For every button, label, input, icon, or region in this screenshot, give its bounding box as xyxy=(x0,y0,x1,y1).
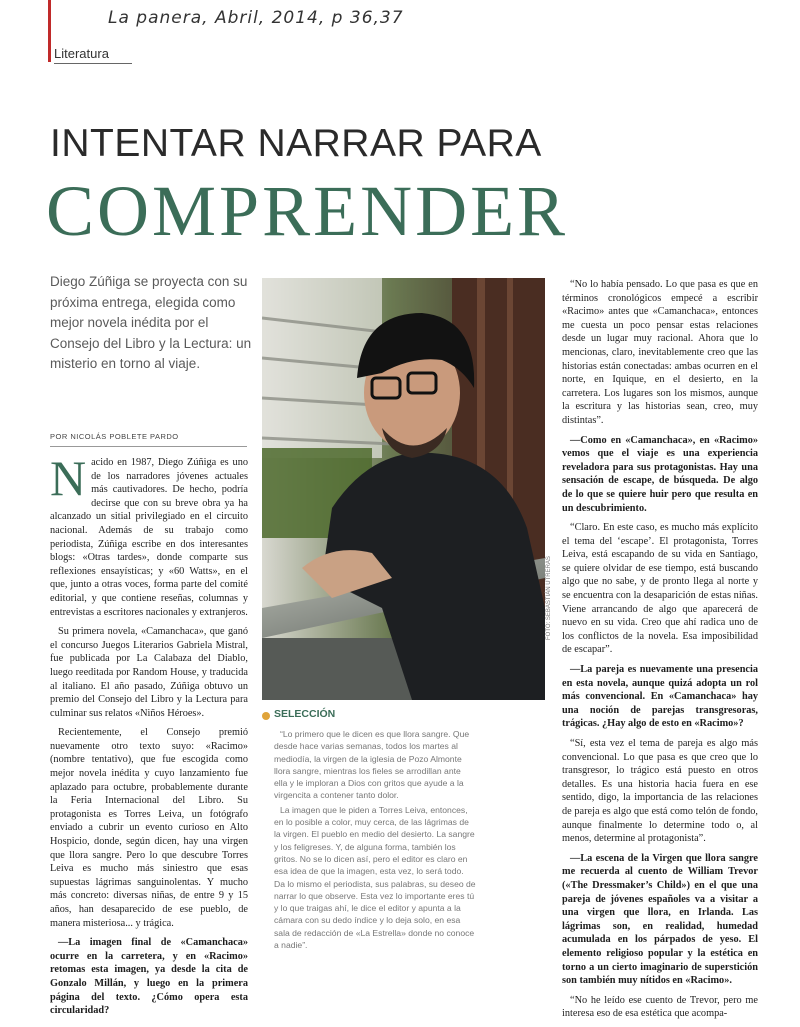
handwritten-note: La panera, Abril, 2014, p 36,37 xyxy=(108,8,404,28)
deck-text: Diego Zúñiga se proyecta con su próxima entrega, elegida como mejor novela inédita por el Consejo del Libro y la Lectura: un misterio en torno al viaje. xyxy=(50,274,252,371)
section-marker-bar xyxy=(48,0,51,62)
section-label: Literatura xyxy=(54,46,109,61)
section-rule xyxy=(54,63,132,64)
selection-bullet-icon xyxy=(262,712,270,720)
excerpt-paragraph: “Lo primero que le dicen es que llora sangre. Que desde hace varias semanas, todos los martes al mediodía, la virgen de la iglesia de Pozo Almonte llora sangre, mientras los fieles se arrodillan ante ella y le imploran a Dios con gritos que ayude a la virgencita a contener tanto dolor. xyxy=(274,729,470,801)
byline: POR NICOLÁS POBLETE PARDO xyxy=(50,432,179,441)
interview-answer: “No he leído ese cuento de Trevor, pero me interesa eso de esa estética que acompa- xyxy=(562,994,758,1020)
interview-question: —La imagen final de «Camanchaca» ocurre en la carretera, y en «Racimo» retomas esta imagen, ya desde la cita de Gonzalo Millán, y luego en la primera página del texto. ¿Cómo opera esta circularidad? xyxy=(50,937,248,1017)
excerpt-paragraph: La imagen que le piden a Torres Leiva, entonces, en lo posible a color, muy cerca, de las lágrimas de la virgen. El pueblo en medio del desierto. La sangre y los feligreses. Y, de alguna forma, también los gritos. No se lo dicen así, pero el editor es claro en esa idea de que la imagen, esta vez, lo será todo. Da lo mismo el periodista, sus palabras, su deseo de narrar lo que observe. Esta vez lo importante eres tú y lo que traigas ahí, le dice el editor y apunta a la cámara con su dedo índice y lo deja solo, en esa sala de redacción de «La Estrella» donde no conoce a nadie”. xyxy=(274,804,476,951)
headline-line-1: INTENTAR NARRAR PARA xyxy=(50,122,542,165)
author-photo xyxy=(262,278,545,700)
paragraph: Recientemente, el Consejo premió nuevamente otro texto suyo: «Racimo» (nombre tentativo), que fue escogida como mejor novela inédita y cuyo lanzamiento fue aplazado para octubre, probablemente durante la Feria Internacional del Libro. Su protagonista es Torres Leiva, un fotógrafo enviado a cubrir un evento curioso en Alto Hospicio, donde, según dicen, hay una virgen que llora sangre. Pero lo que descubre Torres Leiva es mucho más siniestro que esas supuestas lágrimas sanguinolentas. Y mucho más concreto: diversas niñas, de entre 9 y 15 años, han desaparecido de ese pueblo, de manera misteriosa... y trágica. xyxy=(50,727,248,929)
paragraph: Su primera novela, «Camanchaca», que ganó el concurso Juegos Literarios Gabriela Mistral, fue publicada por La Calabaza del Diablo, luego reeditada por Random House, y traducida al italiano. El año pasado, Zúñiga obtuvo un premio del Consejo del Libro y la Lectura para culminar sus relatos «Niños Héroes». xyxy=(50,626,248,719)
selection-excerpt xyxy=(274,728,476,953)
interview-answer: “No lo había pensado. Lo que pasa es que en términos cronológicos empecé a escribir «Racimo» antes que «Camanchaca», entonces me cuesta un poco pensar estas relaciones desde un lugar muy racional. Ahora que lo mencionas, claro, inevitablemente creo que las historias están conectadas: ambas ocurren en el norte, en Iquique, en el desierto, en la carretera. Los lugares son los mismos, aunque la escritura y las historias sean, creo, muy distintas”. xyxy=(562,279,758,426)
drop-cap: N xyxy=(50,450,87,506)
interview-answer: “Claro. En este caso, es mucho más explícito el tema del ‘escape’. El protagonista, Torres Leiva, está escapando de su vida en Santiago, se quiere olvidar de ese tiempo, está buscando algo que no sabe, y de pronto llega al norte y se encuentra con la desaparición de estas niñas. Viene arrancando de algo que aparecerá de nuevo en su vida. Creo que ahí radica uno de los conflictos de la novela. Esa imposibilidad de escapar”. xyxy=(562,522,758,656)
interview-question: —La escena de la Virgen que llora sangre me recuerda al cuento de William Trevor («The Dressmaker’s Child») en el que una pareja de jóvenes españoles va a visitar a una virgen que llora, en Irlanda. Las lágrimas son, en realidad, humedad acumulada en los párpados de yeso. El elemento religioso popular y la estética en torno a un cierto imaginario de superstición son también muy nítidos en «Racimo». xyxy=(562,852,758,987)
interview-question: —La pareja es nuevamente una presencia en esta novela, aunque quizá adopta un rol más convencional. En «Camanchaca» hay una noción de parejas transgresoras, trágicas. ¿Hay algo de esto en «Racimo»? xyxy=(562,664,758,730)
paragraph: acido en 1987, Diego Zúñiga es uno de los narradores jóvenes actuales más cautivadores. De hecho, podría decirse que con su breve obra ya ha alcanzado un sitial privilegiado en el circuito nacional. Además de su trabajo como periodista, Zúñiga escribe en dos interesantes blogs: «Otras tardes», donde comparte sus reflexiones ensayísticas; y «60 Watts», en el que, junto a otras voces, forma parte del comité editorial, y que contiene reseñas, columnas y entrevistas a escritores nacionales y extranjeros. xyxy=(50,457,248,618)
photo-credit: FOTO: SEBASTIÁN UTRERAS xyxy=(546,556,552,640)
article-column-1 xyxy=(50,450,248,1024)
selection-heading: SELECCIÓN xyxy=(274,708,336,720)
byline-rule xyxy=(50,446,247,447)
interview-question: —Como en «Camanchaca», en «Racimo» vemos que el viaje es una experiencia reveladora para sus protagonistas. Hay una sensación de escape, de búsqueda. De algo de lo que se quiere huir pero que resulta en un descubrimiento. xyxy=(562,434,758,514)
headline-line-2: COMPRENDER xyxy=(46,171,569,251)
interview-answer: “Sí, esta vez el tema de pareja es algo más convencional. Lo que pasa es que creo que lo transgresor, lo trágico está puesto en otros detalles. Es una historia hacia fuera en ese sentido, digo, la importancia de las relaciones de pareja es algo que está como telón de fondo, aunque finalmente lo determine todo o, al menos, determine al protagonista”. xyxy=(562,738,758,845)
article-column-3 xyxy=(562,278,758,1027)
